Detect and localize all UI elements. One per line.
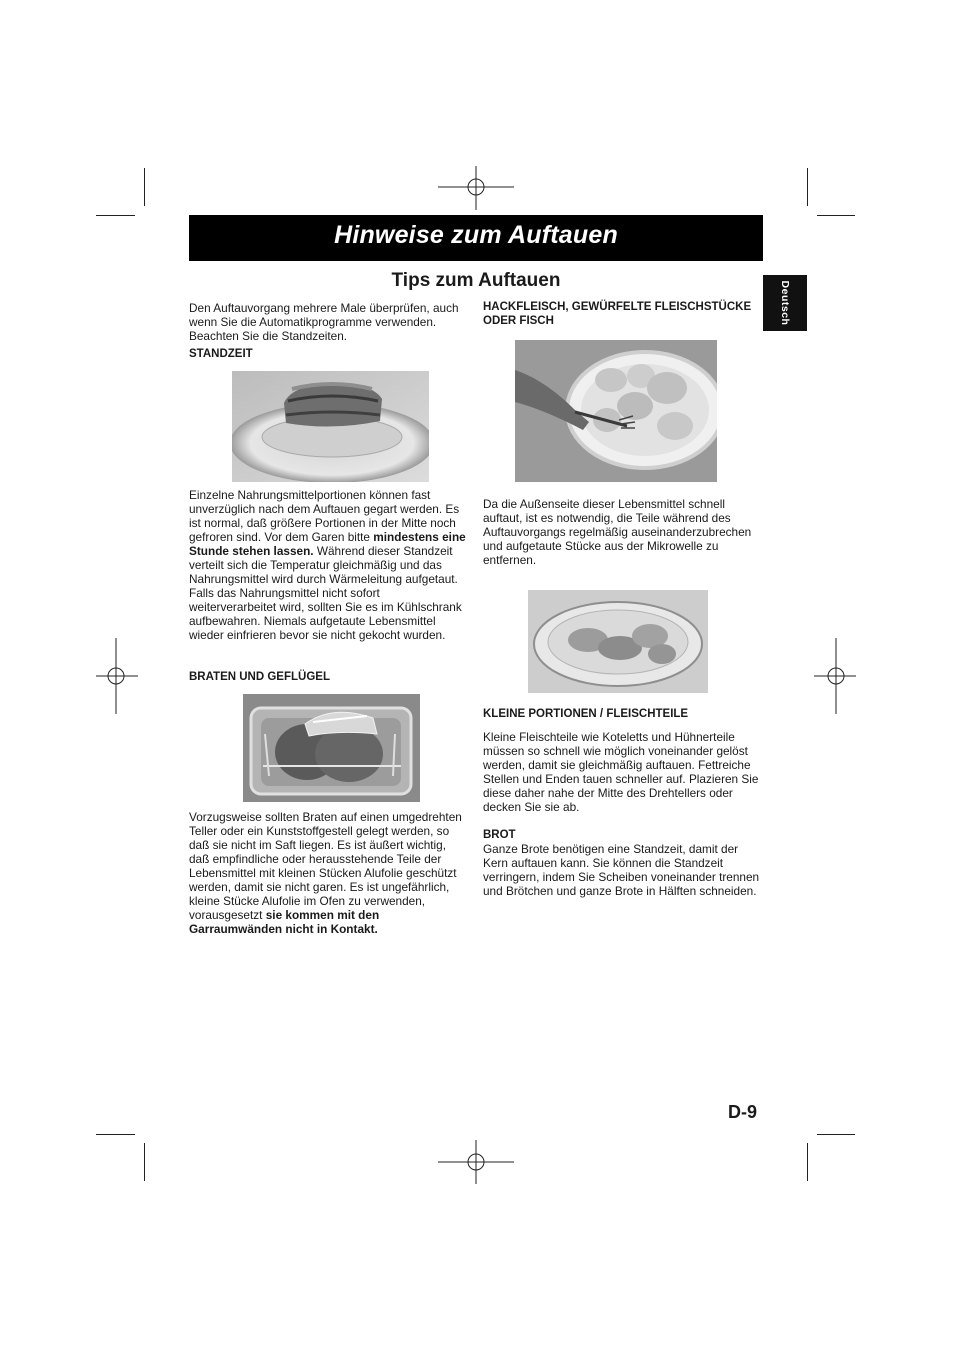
braten-heading: BRATEN UND GEFLÜGEL xyxy=(189,671,330,683)
page-title: Hinweise zum Auftauen xyxy=(334,221,618,249)
hack-text: Da die Außenseite dieser Lebensmittel schnell auftaut, ist es notwendig, die Teile während des Auftauvorgangs regelmäßig auseinanderzubrechen und aufgetaute Stücke aus der Mikrowelle zu entfernen. xyxy=(483,497,752,567)
kleine-heading-wrap xyxy=(483,707,763,721)
intro-text: Den Auftauvorgang mehrere Male überprüfen, auch wenn Sie die Automatikprogramme verwenden. Beachten Sie die Standzeiten. xyxy=(189,301,459,343)
photo-roast-on-plate xyxy=(232,371,429,482)
language-tab xyxy=(763,275,807,331)
standzeit-body xyxy=(189,488,469,642)
hack-heading: HACKFLEISCH, GEWÜRFELTE FLEISCHSTÜCKE ODER FISCH xyxy=(483,301,752,327)
photo-fork-separating-pieces xyxy=(515,340,717,482)
photo-poultry-with-foil xyxy=(243,694,420,802)
left-intro xyxy=(189,301,467,343)
title-bar xyxy=(189,215,763,261)
brot-section xyxy=(483,828,763,898)
standzeit-text-1: Einzelne Nahrungsmittelportionen können fast unverzüglich nach dem Auftauen gegart werden. Es ist normal, daß größere Portionen in der Mitte noch gefroren sind. Vor dem Garen bitte xyxy=(189,488,460,544)
braten-bold: sie kommen mit den Garraumwänden nicht in Kontakt. xyxy=(189,908,380,936)
hack-heading-wrap xyxy=(483,300,763,328)
language-tab-label: Deutsch xyxy=(779,280,791,326)
hack-body xyxy=(483,497,763,567)
brot-text: Ganze Brote benötigen eine Standzeit, damit der Kern auftauen kann. Sie können die Standzeit verringern, indem Sie Scheiben voneinander trennen und Brötchen und ganze Brote in Hälften schneiden. xyxy=(483,842,760,898)
registration-mark-left xyxy=(96,636,138,716)
standzeit-text-2: Während dieser Standzeit verteilt sich die Temperatur gleichmäßig und das Nahrungsmittel wird durch Wärmeleitung aufgetaut. Falls das Nahrungsmittel nicht sofort weiterverarbeitet wird, sollten Sie es im Kühlschrank aufbewahren. Niemals aufgetaute Lebensmittel wieder einfrieren bevor sie nicht gekocht wurden. xyxy=(189,544,462,642)
standzeit-bold: mindestens eine Stunde stehen lassen. xyxy=(189,530,466,558)
registration-mark-bottom xyxy=(436,1140,516,1184)
registration-mark-top xyxy=(436,166,516,210)
section-subtitle: Tips zum Auftauen xyxy=(391,270,561,291)
kleine-body xyxy=(483,730,763,814)
kleine-heading: KLEINE PORTIONEN / FLEISCHTEILE xyxy=(483,708,689,720)
page-number: D-9 xyxy=(728,1102,758,1122)
braten-body xyxy=(189,810,469,936)
standzeit-heading-wrap xyxy=(189,347,467,361)
brot-heading: BROT xyxy=(483,829,516,841)
kleine-text: Kleine Fleischteile wie Koteletts und Hühnerteile müssen so schnell wie möglich voneinander gelöst werden, damit sie gleichmäßig auftauen. Fettreiche Stellen und Enden tauen schneller auf. Plazieren Sie diese daher nahe der Mitte des Drehtellers oder decken Sie sie ab. xyxy=(483,730,759,814)
standzeit-heading: STANDZEIT xyxy=(189,348,253,360)
braten-text-1: Vorzugsweise sollten Braten auf einen umgedrehten Teller oder ein Kunststoffgestell gelegt werden, so daß sie nicht im Saft liegen. Es ist äußert wichtig, daß empfindliche oder herausstehende Teile der Lebensmittel mit kleinen Stücken Alufolie geschützt werden, damit sie nicht garen. Es ist ungefährlich, kleine Stücke Alufolie im Ofen zu verwenden, vorausgesetzt xyxy=(189,810,462,922)
photo-glass-dish-meat xyxy=(528,590,708,693)
registration-mark-right xyxy=(814,636,856,716)
braten-heading-wrap xyxy=(189,670,467,684)
